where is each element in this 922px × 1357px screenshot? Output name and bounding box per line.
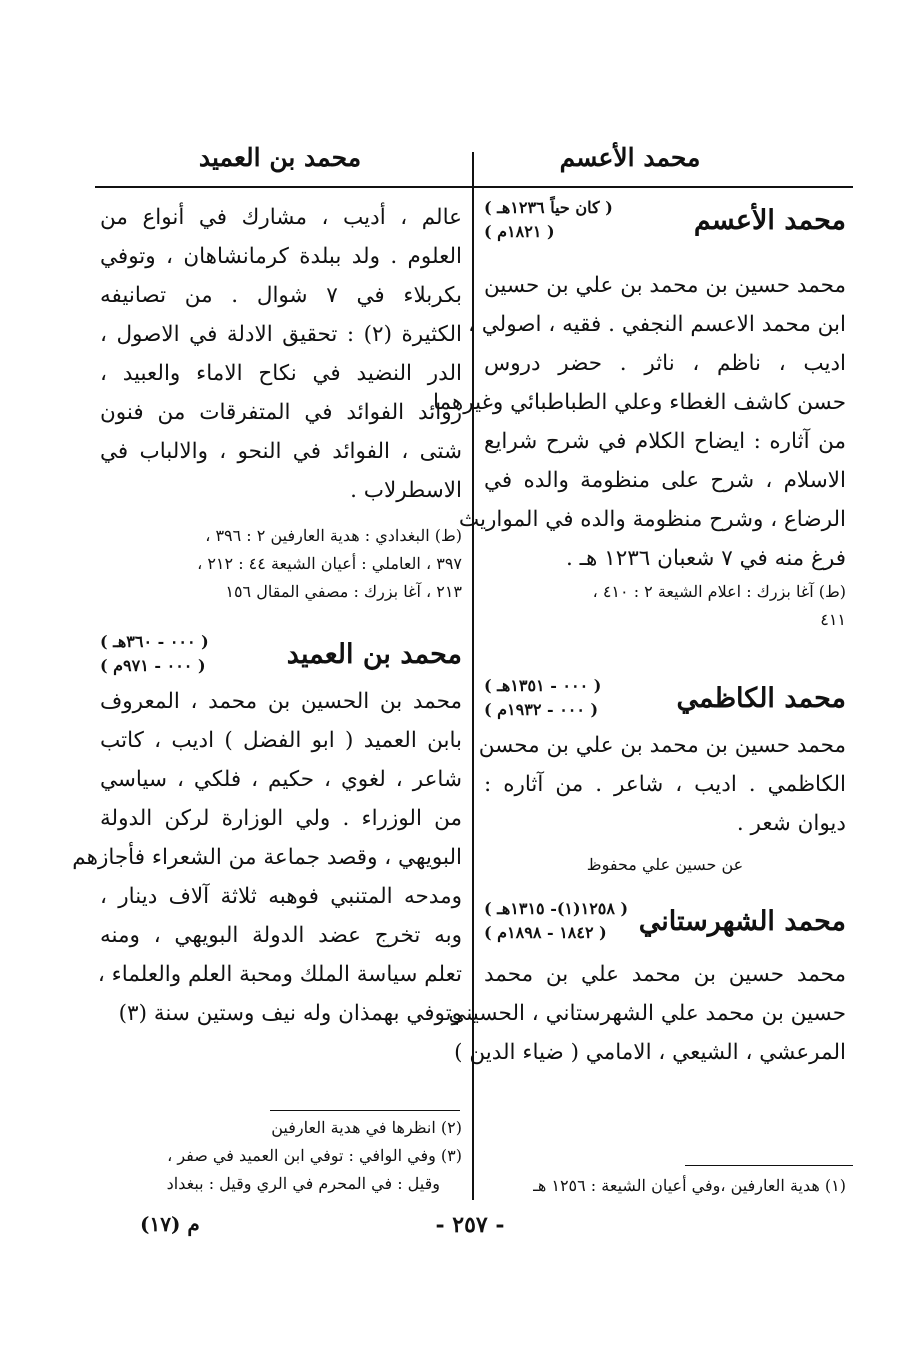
text-line: من آثاره : ايضاح الكلام في شرح شرايع — [484, 429, 846, 454]
text-line: زوائد الفوائد في المتفرقات من فنون — [100, 400, 462, 425]
text-line: الاسطرلاب . — [350, 478, 462, 503]
entry-name: محمد الأعسم — [693, 204, 846, 236]
text-line: من الوزراء . ولي الوزارة لركن الدولة — [100, 806, 462, 831]
right-column — [432, 196, 846, 1072]
reference-line: (ط) آغا بزرك : اعلام الشيعة ٢ : ٤١٠ ، — [592, 582, 846, 601]
text-line: فرغ منه في ٧ شعبان ١٢٣٦ هـ . — [566, 546, 846, 571]
entry-name: محمد بن العميد — [286, 638, 462, 670]
entry-dates — [484, 674, 601, 722]
reference-line: ٢١٣ ، آغا بزرك : مصفي المقال ١٥٦ — [225, 582, 462, 601]
entry-dates — [484, 196, 613, 244]
text-line: شاعر ، لغوي ، حكيم ، فلكي ، سياسي — [100, 767, 462, 792]
entry-body — [432, 266, 846, 578]
text-line: المرعشي ، الشيعي ، الامامي ( ضياء الدين ) — [454, 1040, 846, 1065]
date-gregorian: ( ١٨٤٢ - ١٨٩٨م ) — [484, 923, 607, 942]
header-rule — [95, 186, 853, 188]
entry-header — [100, 630, 462, 678]
continued-text — [100, 198, 462, 510]
date-hijri: ( ٠٠٠ - ٣٦٠هـ ) — [100, 632, 209, 651]
text-line: العلوم . ولد ببلدة كرمانشاهان ، وتوفي — [100, 244, 462, 269]
text-line: محمد حسين بن محمد بن علي بن محسن — [478, 733, 846, 758]
text-line: الكثيرة (٢) : تحقيق الادلة في الاصول ، — [100, 322, 462, 347]
date-gregorian: ( ٠٠٠ - ٩٧١م ) — [100, 656, 206, 675]
reference-line: ٣٩٧ ، العاملي : أعيان الشيعة ٤٤ : ٢١٢ ، — [197, 554, 462, 573]
reference-line: (ط) البغدادي : هدية العارفين ٢ : ٣٩٦ ، — [205, 526, 462, 545]
page-number: - ٢٥٧ - — [435, 1212, 505, 1238]
footnote-line: وقيل : في المحرم في الري وقيل : ببغداد — [166, 1174, 440, 1193]
date-gregorian: ( ١٨٢١م ) — [484, 222, 555, 241]
text-line: ديوان شعر . — [736, 811, 846, 836]
date-gregorian: ( ٠٠٠ - ١٩٣٢م ) — [484, 700, 599, 719]
reference-line: ٤١١ — [820, 610, 846, 629]
entry-body — [72, 682, 462, 1033]
text-line: بابن العميد ( ابو الفضل ) اديب ، كاتب — [100, 728, 462, 753]
entry-header — [484, 897, 846, 945]
text-line: حسين بن محمد علي الشهرستاني ، الحسيني — [448, 1001, 846, 1026]
text-line: الرضاع ، وشرح منظومة والده في المواريث — [458, 507, 846, 532]
date-hijri: ( ٠٠٠ - ١٣٥١هـ ) — [484, 676, 602, 695]
text-line: محمد حسين بن محمد بن علي بن حسين — [484, 273, 846, 298]
left-column — [72, 196, 463, 1033]
text-line: البويهي ، وقصد جماعة من الشعراء فأجازهم — [72, 845, 462, 870]
entry-name: محمد الكاظمي — [676, 682, 846, 714]
entry-body — [448, 955, 846, 1072]
right-footnote — [484, 1172, 846, 1200]
entry-dates — [100, 630, 209, 678]
text-line: الاسلام ، شرح على منظومة والده في — [484, 468, 846, 493]
date-hijri: ( كان حياً ١٢٣٦هـ ) — [484, 198, 613, 217]
text-line: وبه تخرج عضد الدولة البويهي ، ومنه — [100, 923, 462, 948]
text-line: شتى ، الفوائد في النحو ، والالباب في — [100, 439, 462, 464]
footnote-line: (٢) انظرها في هدية العارفين — [271, 1118, 462, 1137]
footnote-rule — [685, 1165, 853, 1166]
signature-mark: م (١٧) — [140, 1212, 200, 1236]
text-line: تعلم سياسة الملك ومحبة العلم والعلماء ، — [97, 962, 462, 987]
text-line: الكاظمي . اديب ، شاعر . من آثاره : — [484, 772, 846, 797]
text-line: اديب ، ناظم ، ناثر . حضر دروس — [484, 351, 846, 376]
entry-source: عن حسين علي محفوظ — [586, 855, 744, 874]
right-running-header: محمد الأعسم — [559, 143, 701, 172]
entry-name: محمد الشهرستاني — [638, 905, 846, 937]
entry-body — [478, 726, 846, 843]
left-footnotes — [100, 1114, 462, 1198]
date-hijri: ( ١٢٥٨(١)- ١٣١٥هـ ) — [484, 899, 629, 918]
text-line: وتوفي بهمذان وله نيف وستين سنة (٣) — [118, 1001, 462, 1026]
text-line: حسن كاشف الغطاء وعلي الطباطبائي وغيرهما — [432, 390, 846, 415]
entry-header — [484, 674, 846, 722]
continued-reference — [100, 522, 462, 606]
text-line: محمد بن الحسين بن محمد ، المعروف — [100, 689, 462, 714]
entry-header — [484, 196, 846, 244]
text-line: الدر النضيد في نكاح الاماء والعبيد ، — [100, 361, 462, 386]
footnote-line: (١) هدية العارفين ،وفي أعيان الشيعة : ١٢٥٦ هـ — [533, 1176, 846, 1195]
text-line: ابن محمد الاعسم النجفي . فقيه ، اصولي ، — [467, 312, 846, 337]
left-running-header: محمد بن العميد — [198, 143, 362, 172]
footnote-rule — [270, 1110, 460, 1111]
text-line: محمد حسين بن محمد علي بن محمد — [484, 962, 846, 987]
entry-dates — [484, 897, 628, 945]
footnote-line: (٣) وفي الوافي : توفي ابن العميد في صفر ، — [167, 1146, 462, 1165]
text-line: عالم ، أديب ، مشارك في أنواع من — [100, 205, 462, 230]
entry-reference — [484, 578, 846, 634]
text-line: بكربلاء في ٧ شوال . من تصانيفه — [100, 283, 463, 308]
text-line: ومدحه المتنبي فوهبه ثلاثة آلاف دينار ، — [100, 884, 462, 909]
